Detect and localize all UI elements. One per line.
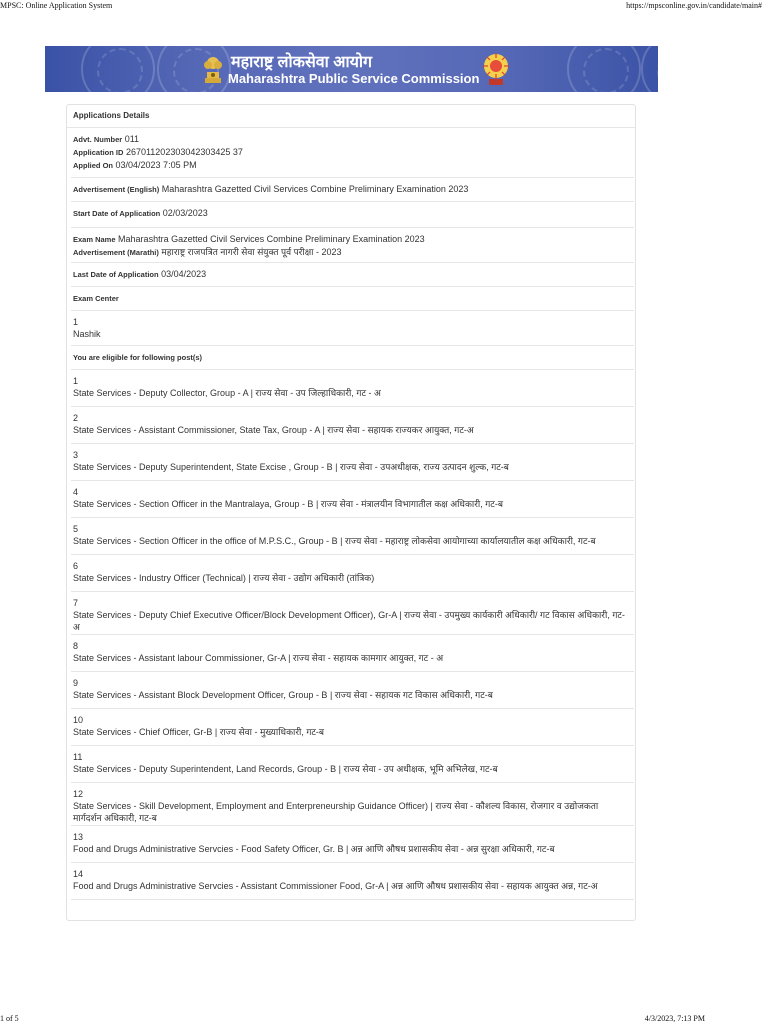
exam-name-label: Exam Name	[73, 235, 116, 244]
post-number: 8	[73, 641, 79, 651]
post-item	[71, 518, 634, 555]
post-number: 13	[73, 832, 84, 842]
post-title: State Services - Chief Officer, Gr-B | राज्य सेवा - मुख्याधिकारी, गट-ब	[73, 727, 325, 737]
start-date-row	[71, 202, 634, 228]
print-page-title: MPSC: Online Application System	[0, 1, 113, 10]
post-number: 11	[73, 752, 83, 762]
advertisement-marathi-value: महाराष्ट्र राजपत्रित नागरी सेवा संयुक्त पूर्व परीक्षा - 2023	[161, 247, 342, 257]
advertisement-english-row	[71, 178, 634, 202]
post-item	[71, 635, 634, 672]
eligible-posts-label: You are eligible for following post(s)	[73, 353, 203, 362]
advertisement-english-label: Advertisement (English)	[73, 185, 160, 194]
exam-name-row	[71, 228, 634, 263]
print-timestamp: 4/3/2023, 7:13 PM	[644, 1014, 705, 1023]
start-date-label: Start Date of Application	[73, 209, 161, 218]
panel-title: Applications Details	[67, 105, 635, 128]
post-title: State Services - Assistant Commissioner, State Tax, Group - A | राज्य सेवा - सहायक राज्यकर आयुक्त, गट-अ	[73, 425, 474, 435]
exam-center-name: Nashik	[73, 329, 101, 339]
national-emblem-icon	[201, 52, 225, 86]
post-title: State Services - Skill Development, Employment and Enterpreneurship Guidance Officer) | राज्य सेवा - कौशल्य विकास, रोजगार व उद्योजकता मार्गदर्शन अधिकारी, गट-ब	[73, 801, 599, 823]
print-footer	[0, 1014, 768, 1024]
post-item	[71, 481, 634, 518]
post-title: State Services - Assistant Block Development Officer, Group - B | राज्य सेवा - सहायक गट विकास अधिकारी, गट-ब	[73, 690, 493, 700]
application-id-value: 267011202303042303425 37	[125, 147, 243, 157]
post-item	[71, 555, 634, 592]
exam-center-heading-row	[71, 287, 634, 311]
application-details-panel	[66, 104, 636, 921]
post-title: Food and Drugs Administrative Servcies - Food Safety Officer, Gr. B | अन्न आणि औषध प्रशासकीय सेवा - अन्न सुरक्षा अधिकारी, गट-ब	[73, 844, 555, 854]
post-item	[71, 444, 634, 481]
post-item	[71, 863, 634, 900]
decorative-circle	[81, 46, 155, 92]
post-number: 3	[73, 450, 79, 460]
advertisement-english-value: Maharashtra Gazetted Civil Services Combine Preliminary Examination 2023	[161, 184, 469, 194]
exam-center-number: 1	[73, 317, 79, 327]
post-item	[71, 407, 634, 444]
decorative-circle	[567, 46, 641, 92]
post-item	[71, 709, 634, 746]
mpsc-seal-icon	[482, 52, 510, 86]
post-number: 2	[73, 413, 79, 423]
post-title: State Services - Industry Officer (Technical) | राज्य सेवा - उद्योग अधिकारी (तांत्रिक)	[73, 573, 375, 583]
exam-center-label: Exam Center	[73, 294, 119, 303]
post-number: 9	[73, 678, 79, 688]
last-date-row	[71, 263, 634, 287]
exam-center-row	[71, 311, 634, 346]
applied-on-value: 03/04/2023 7:05 PM	[115, 160, 197, 170]
post-number: 6	[73, 561, 79, 571]
application-summary	[71, 128, 634, 178]
application-id-label: Application ID	[73, 148, 124, 157]
post-title: Food and Drugs Administrative Servcies - Assistant Commissioner Food, Gr-A | अन्न आणि औषध प्रशासकीय सेवा - सहायक आयुक्त अन्न, गट-अ	[73, 881, 598, 891]
post-title: State Services - Deputy Chief Executive Officer/Block Development Officer), Gr-A | राज्य सेवा - उपमुख्य कार्यकारी अधिकारी/ गट विकास अधिकारी, गट-अ	[73, 610, 625, 632]
applied-on-label: Applied On	[73, 161, 113, 170]
post-number: 5	[73, 524, 79, 534]
exam-name-value: Maharashtra Gazetted Civil Services Combine Preliminary Examination 2023	[118, 234, 425, 244]
last-date-label: Last Date of Application	[73, 270, 159, 279]
print-page-count: 1 of 5	[0, 1014, 19, 1023]
mpsc-banner	[45, 46, 658, 92]
post-item	[71, 783, 634, 826]
decorative-circle	[641, 46, 658, 92]
last-date-value: 03/04/2023	[161, 269, 207, 279]
post-item	[71, 370, 634, 407]
post-title: State Services - Deputy Collector, Group - A | राज्य सेवा - उप जिल्हाधिकारी, गट - अ	[73, 388, 381, 398]
post-number: 7	[73, 598, 79, 608]
post-item	[71, 592, 634, 635]
post-title: State Services - Assistant labour Commissioner, Gr-A | राज्य सेवा - सहायक कामगार आयुक्त, गट - अ	[73, 653, 444, 663]
post-number: 1	[73, 376, 79, 386]
post-number: 12	[73, 789, 84, 799]
post-item	[71, 826, 634, 863]
post-item	[71, 746, 634, 783]
post-title: State Services - Section Officer in the office of M.P.S.C., Group - B | राज्य सेवा - महाराष्ट्र लोकसेवा आयोगाच्या कार्यालयातील कक्ष अधिकारी, गट-ब	[73, 536, 596, 546]
post-number: 14	[73, 869, 84, 879]
start-date-value: 02/03/2023	[162, 208, 208, 218]
advt-number-value: 011	[124, 134, 140, 144]
print-header	[0, 1, 768, 11]
print-page-url: https://mpsconline.gov.in/candidate/main#	[626, 1, 762, 10]
advertisement-marathi-label: Advertisement (Marathi)	[73, 248, 159, 257]
banner-title-english: Maharashtra Public Service Commission	[228, 71, 480, 86]
post-title: State Services - Section Officer in the Mantralaya, Group - B | राज्य सेवा - मंत्रालयीन विभागातील कक्ष अधिकारी, गट-ब	[73, 499, 503, 509]
eligible-heading-row	[71, 346, 634, 370]
banner-title-marathi: महाराष्ट्र लोकसेवा आयोग	[231, 54, 373, 71]
post-number: 10	[73, 715, 84, 725]
post-title: State Services - Deputy Superintendent, Land Records, Group - B | राज्य सेवा - उप अधीक्षक, भूमि अभिलेख, गट-ब	[73, 764, 498, 774]
advt-number-label: Advt. Number	[73, 135, 123, 144]
post-title: State Services - Deputy Superintendent, State Excise , Group - B | राज्य सेवा - उपअधीक्षक, राज्य उत्पादन शुल्क, गट-ब	[73, 462, 509, 472]
post-item	[71, 672, 634, 709]
post-number: 4	[73, 487, 79, 497]
